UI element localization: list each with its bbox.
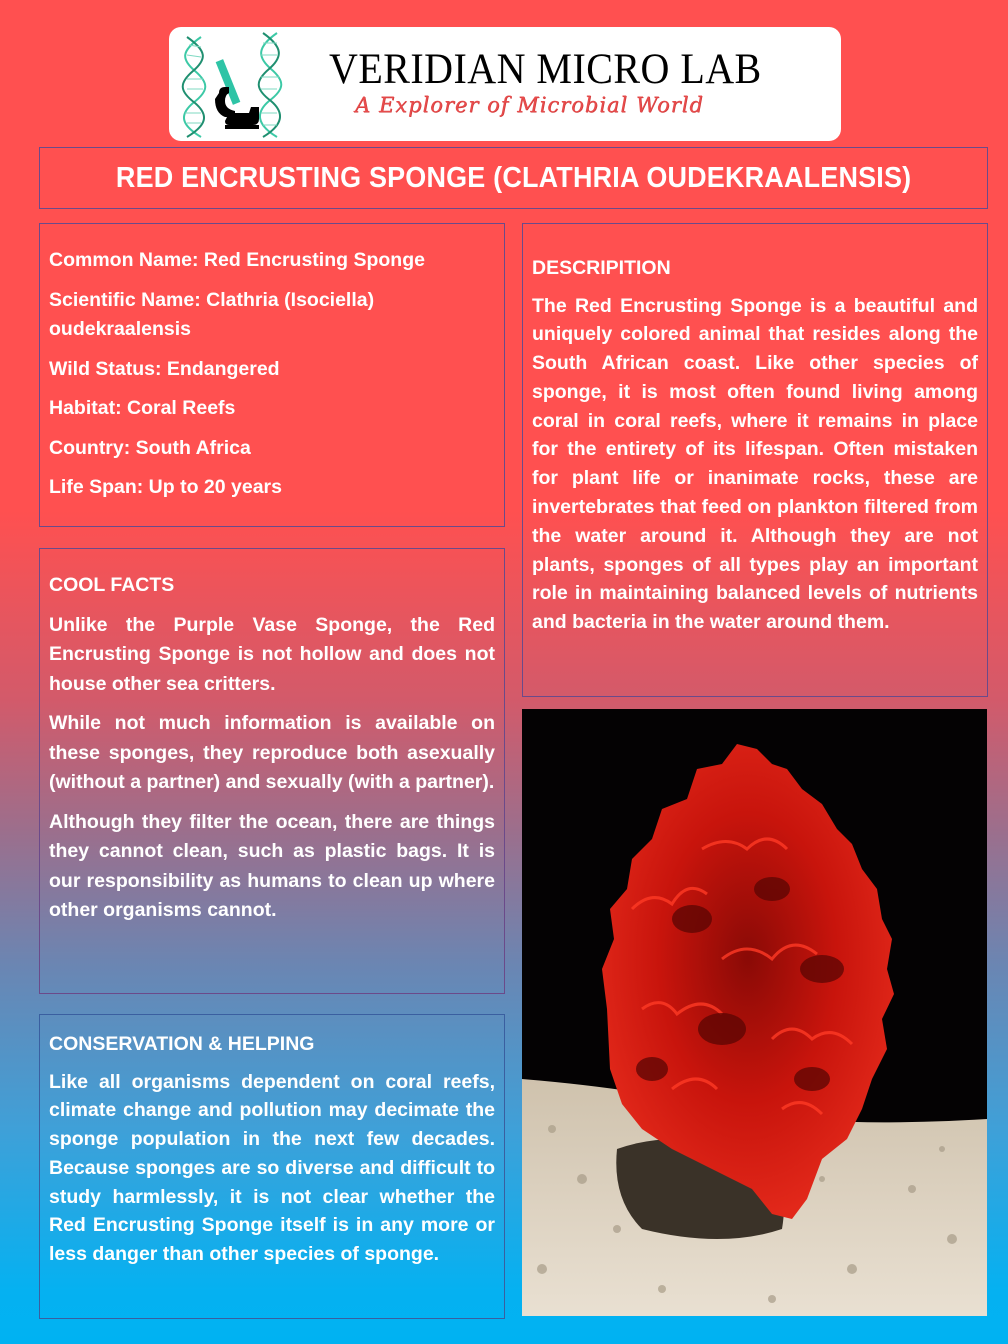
info-country: Country: South Africa xyxy=(49,436,251,459)
conservation-text: Like all organisms dependent on coral reefs, climate change and pollution may decimate the sponge population in the next few decades. Because sponges are so diverse and difficult to study harmlessly, it is not clear whether the Red Encrusting Sponge itself is in any more or less danger than other species of sponge. xyxy=(49,1070,495,1266)
description-panel xyxy=(522,223,988,697)
conservation-heading: CONSERVATION & HELPING xyxy=(49,1033,315,1055)
page-title-box xyxy=(39,147,988,209)
sponge-photo xyxy=(522,709,987,1316)
red-sponge-photo-icon xyxy=(522,709,987,1316)
page-title: RED ENCRUSTING SPONGE (CLATHRIA OUDEKRAALENSIS) xyxy=(115,161,912,194)
info-wild-status: Wild Status: Endangered xyxy=(49,357,280,380)
info-common-name: Common Name: Red Encrusting Sponge xyxy=(49,249,425,271)
description-heading: DESCRIPITION xyxy=(532,257,671,279)
logo-tagline: A Explorer of Microbial World xyxy=(355,93,704,117)
info-scientific-name: Scientific Name: Clathria (Isociella) oudekraalensis xyxy=(49,288,375,340)
cool-facts-heading: COOL FACTS xyxy=(49,574,175,596)
conservation-panel xyxy=(39,1014,505,1319)
cool-fact-3: Although they filter the ocean, there are things they cannot clean, such as plastic bags. It is our responsibility as humans to clean up where other organisms cannot. xyxy=(49,810,495,921)
logo-banner xyxy=(169,27,841,141)
info-habitat: Habitat: Coral Reefs xyxy=(49,397,236,419)
cool-facts-panel xyxy=(39,548,505,994)
description-text: The Red Encrusting Sponge is a beautiful and uniquely colored animal that resides along the South African coast. Like other species of sponge, it is most often found living among coral in coral reefs, where it remains in place for the entirety of its lifespan. Often mistaken for plant life or inanimate rocks, these are invertebrates that feed on plankton filtered from the water around it. Although they are not plants, sponges of all types play an important role in maintaining balanced levels of nutrients and bacteria in the water around them. xyxy=(532,294,978,634)
logo-title: VERIDIAN MICRO LAB xyxy=(329,46,762,93)
cool-fact-2: While not much information is available on these sponges, they reproduce both asexually (without a partner) and sexually (with a partner). xyxy=(49,712,495,793)
species-info-panel xyxy=(39,223,505,527)
dna-microscope-logo-icon xyxy=(173,29,295,139)
info-life-span: Life Span: Up to 20 years xyxy=(49,476,282,498)
cool-fact-1: Unlike the Purple Vase Sponge, the Red Encrusting Sponge is not hollow and does not house other sea critters. xyxy=(49,613,495,695)
